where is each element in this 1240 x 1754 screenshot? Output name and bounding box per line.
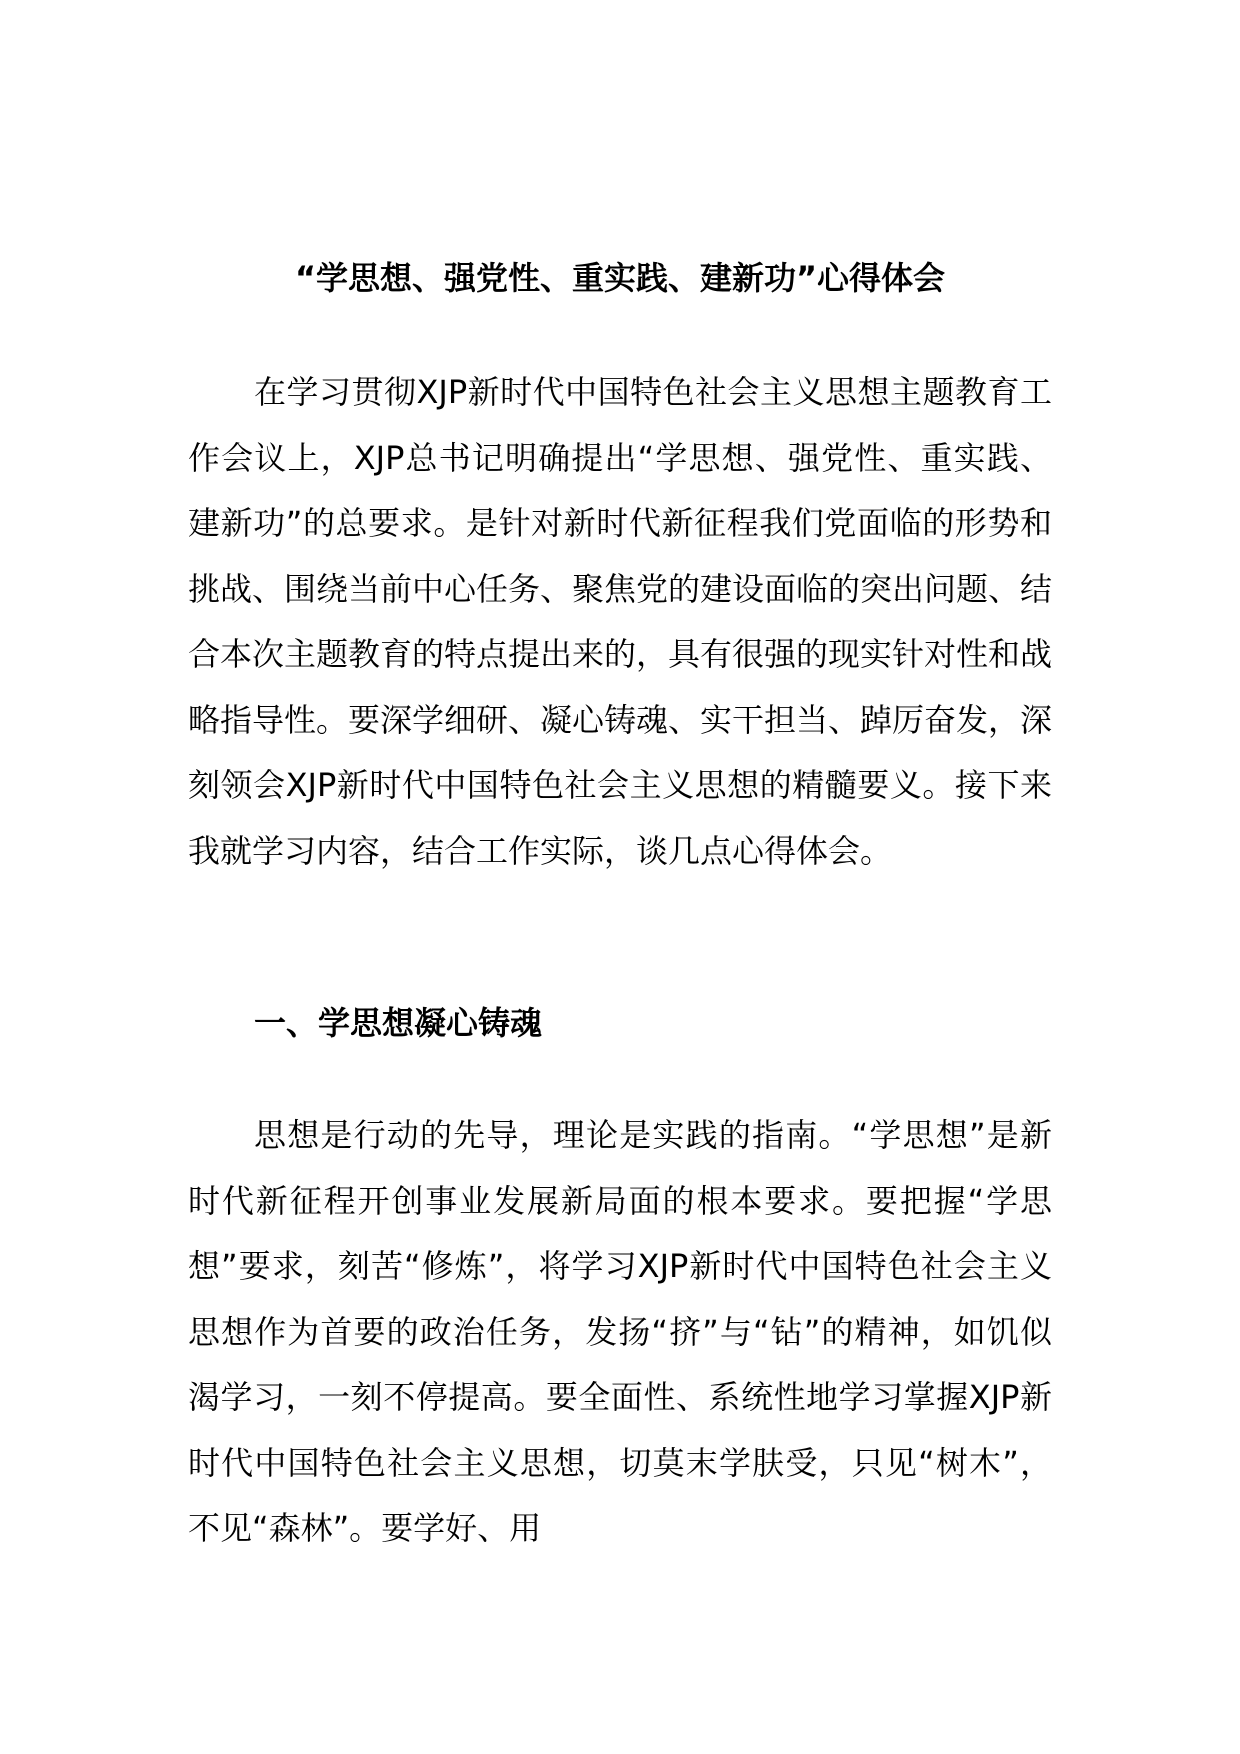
intro-paragraph: 在学习贯彻XJP新时代中国特色社会主义思想主题教育工作会议上，XJP总书记明确提出“学思想、强党性、重实践、建新功”的总要求。是针对新时代新征程我们党面临的形势和挑战、围绕当前中心任务、聚焦党的建设面临的突出问题、结合本次主题教育的特点提出来的，具有很强的现实针对性和战略指导性。要深学细研、凝心铸魂、实干担当、踔厉奋发，深刻领会XJP新时代中国特色社会主义思想的精髓要义。接下来我就学习内容，结合工作实际，谈几点心得体会。 bbox=[188, 373, 1053, 870]
section-1-paragraph: 思想是行动的先导，理论是实践的指南。“学思想”是新时代新征程开创事业发展新局面的根本要求。要把握“学思想”要求，刻苦“修炼”，将学习XJP新时代中国特色社会主义思想作为首要的政治任务，发扬“挤”与“钻”的精神，如饥似渴学习，一刻不停提高。要全面性、系统性地学习掌握XJP新时代中国特色社会主义思想，切莫末学肤受，只见“树木”，不见“森林”。要学好、用 bbox=[188, 1116, 1052, 1547]
document-title: “学思想、强党性、重实践、建新功”心得体会 bbox=[294, 259, 946, 297]
section-heading-1: 一、学思想凝心铸魂 bbox=[254, 1004, 543, 1042]
